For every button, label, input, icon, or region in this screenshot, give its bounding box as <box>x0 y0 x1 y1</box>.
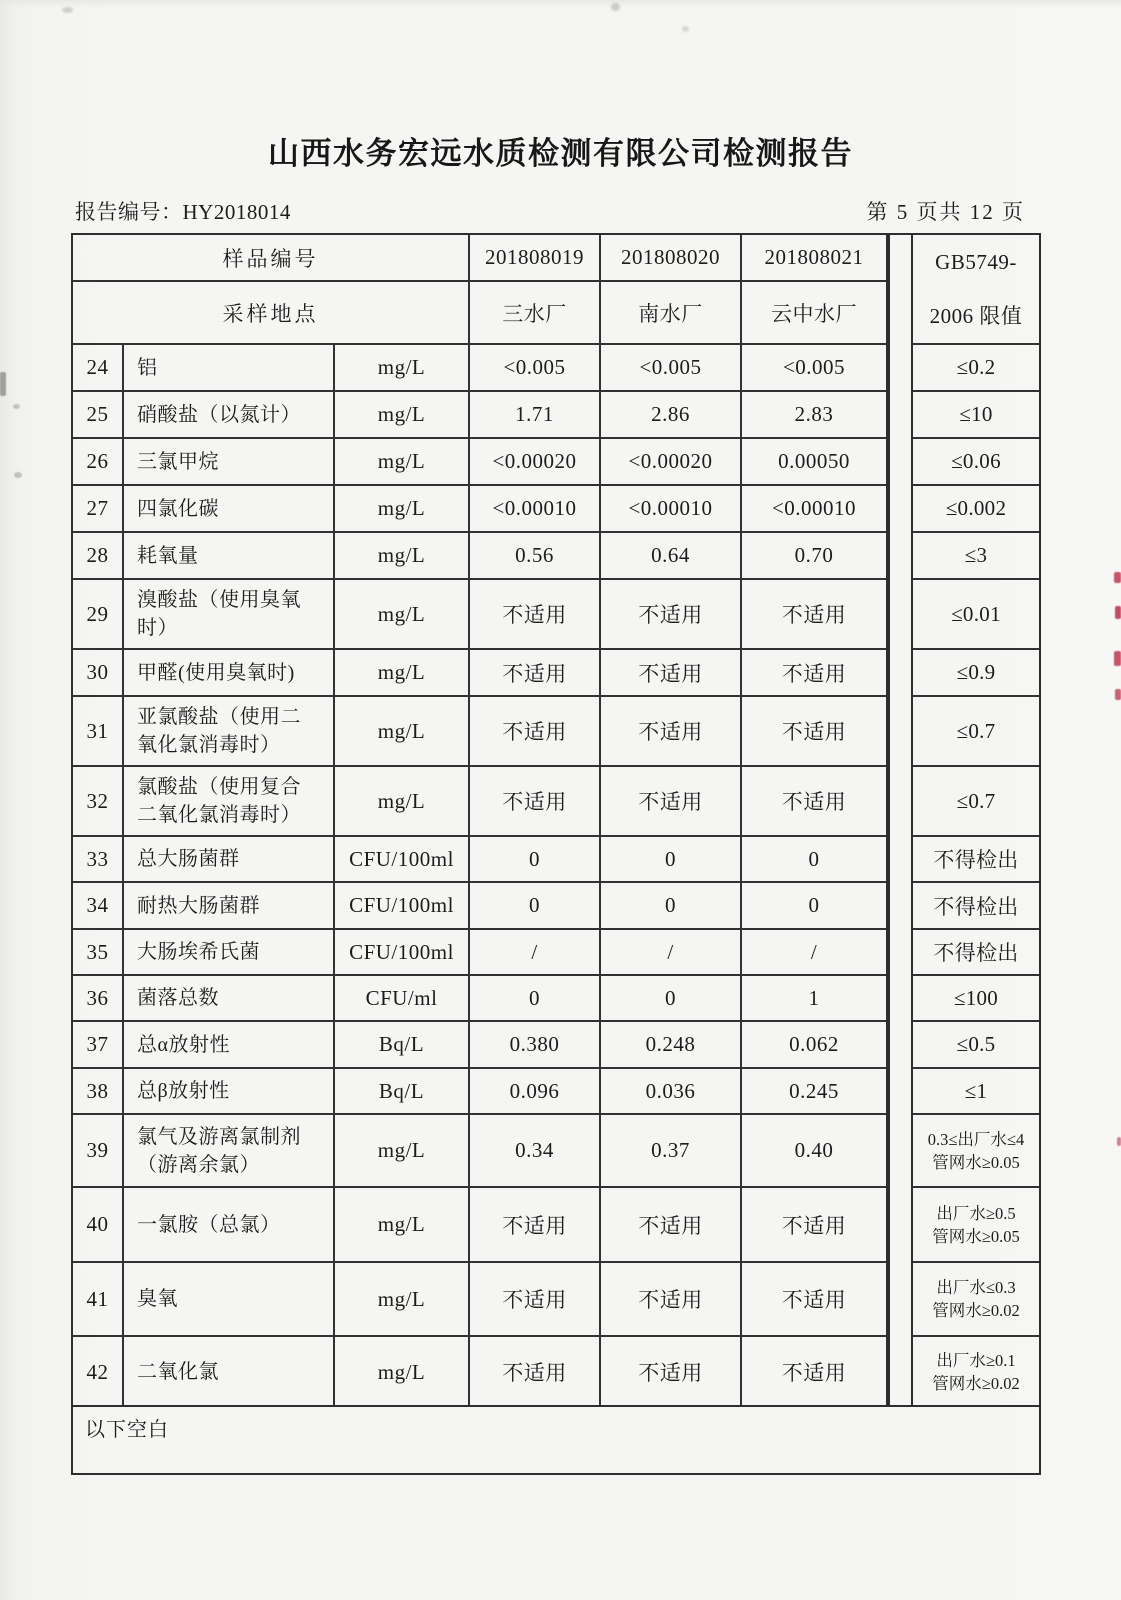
unit-cell: mg/L <box>335 1115 470 1186</box>
value-cell: 不适用 <box>781 603 847 627</box>
value-cell: 不适用 <box>601 697 742 765</box>
row-number-cell: 26 <box>73 439 124 484</box>
limit-line: 0.3≤出厂水≤4 <box>927 1129 1025 1149</box>
value-cell: <0.00010 <box>470 486 601 531</box>
value-cell: 1 <box>808 985 820 1010</box>
value-cell: 不适用 <box>470 1337 601 1407</box>
limit-cell <box>913 580 1039 650</box>
value-cell: 不适用 <box>781 720 847 744</box>
value-cell: 0.00050 <box>778 449 850 473</box>
red-edge-mark <box>1114 572 1121 583</box>
unit-cell: CFU/100ml <box>335 883 470 928</box>
value-cell: 不适用 <box>781 790 847 814</box>
table-header-row-sample-id <box>73 235 886 282</box>
limit-line: ≤1 <box>964 1078 988 1103</box>
header-location: 三水厂 <box>470 282 601 343</box>
limit-line: ≤0.7 <box>956 788 996 813</box>
limit-cell <box>913 930 1039 976</box>
item-name-cell: 铝 <box>124 345 335 390</box>
value-cell: <0.005 <box>782 355 846 379</box>
value-cell: 0.64 <box>601 533 742 578</box>
scan-speck <box>682 26 689 32</box>
header-sample-id: 201808019 <box>470 235 601 280</box>
unit-cell: Bq/L <box>335 1022 470 1067</box>
value-cell: 0 <box>470 883 601 928</box>
meta-line <box>75 196 1025 224</box>
report-number: 报告编号：HY2018014 <box>75 200 291 224</box>
value-cell: 0 <box>601 883 742 928</box>
row-number-cell: 39 <box>73 1115 124 1186</box>
value-cell: 0.248 <box>601 1022 742 1067</box>
unit-cell: mg/L <box>335 1263 470 1335</box>
limit-line: 不得检出 <box>933 848 1019 872</box>
value-cell: <0.00020 <box>470 439 601 484</box>
value-cell: 0 <box>808 893 820 917</box>
limit-line: 出厂水≥0.1 <box>936 1351 1016 1370</box>
limit-cell <box>913 1337 1039 1407</box>
unit-cell: mg/L <box>335 767 470 835</box>
value-cell: 不适用 <box>601 650 742 695</box>
unit-cell: mg/L <box>335 345 470 390</box>
scan-speck <box>0 372 6 396</box>
scan-speck <box>62 7 73 13</box>
limit-line: ≤0.01 <box>951 601 1001 626</box>
limit-column <box>913 233 1041 1407</box>
limit-line: ≤10 <box>959 402 993 426</box>
limit-cell <box>913 1188 1039 1263</box>
value-cell: 不适用 <box>470 697 601 765</box>
item-name-cell: 耗氧量 <box>124 533 335 578</box>
limit-line: ≤0.2 <box>956 355 996 379</box>
unit-cell: mg/L <box>335 486 470 531</box>
row-number-cell: 28 <box>73 533 124 578</box>
limit-cell <box>913 1022 1039 1069</box>
limit-cell <box>913 1115 1039 1188</box>
page-title: 山西水务宏远水质检测有限公司检测报告 <box>268 136 853 171</box>
table-row <box>73 580 886 650</box>
table-row <box>73 930 886 976</box>
main-table <box>71 233 888 1407</box>
table-row <box>73 1115 886 1188</box>
value-cell: 0 <box>470 837 601 881</box>
item-name-cell: 氯酸盐（使用复合二氧化氯消毒时） <box>124 767 335 835</box>
unit-cell: mg/L <box>335 580 470 648</box>
item-name-cell: 耐热大肠菌群 <box>124 883 335 928</box>
header-location: 云中水厂 <box>771 301 857 326</box>
table-row <box>73 767 886 837</box>
unit-cell: CFU/ml <box>335 976 470 1020</box>
table-footer-row <box>71 1405 1041 1475</box>
limit-cell <box>913 837 1039 883</box>
header-sample-id: 201808020 <box>601 235 742 280</box>
value-cell: <0.005 <box>601 345 742 390</box>
row-number-cell: 30 <box>73 650 124 695</box>
results-table <box>71 233 1041 1477</box>
item-name-cell: 总α放射性 <box>124 1022 335 1067</box>
limit-line: ≤0.06 <box>951 449 1001 473</box>
limit-line: 不得检出 <box>933 894 1019 919</box>
limit-header-line1: GB5749- <box>935 250 1017 274</box>
table-row <box>73 976 886 1022</box>
value-cell: 不适用 <box>470 580 601 648</box>
unit-cell: mg/L <box>335 697 470 765</box>
row-number-cell: 41 <box>73 1263 124 1335</box>
table-gap-column <box>888 233 913 1407</box>
table-header-row-location <box>73 282 886 345</box>
table-row <box>73 837 886 883</box>
value-cell: 2.83 <box>794 402 834 426</box>
row-number-cell: 34 <box>73 883 124 928</box>
item-name-cell: 氯气及游离氯制剂（游离余氯） <box>124 1115 335 1186</box>
table-row <box>73 697 886 767</box>
limit-cell <box>913 1263 1039 1337</box>
header-sample-id: 201808021 <box>764 245 864 269</box>
value-cell: 0 <box>470 976 601 1020</box>
item-name-cell: 大肠埃希氏菌 <box>124 930 335 974</box>
limit-cell <box>913 976 1039 1022</box>
limit-cell <box>913 767 1039 837</box>
item-name-cell: 四氯化碳 <box>124 486 335 531</box>
value-cell: 0.70 <box>794 543 834 567</box>
value-cell: <0.00010 <box>771 496 857 520</box>
red-edge-mark <box>1115 689 1121 700</box>
table-row <box>73 650 886 697</box>
header-location-label: 采样地点 <box>73 282 470 343</box>
limit-line: 不得检出 <box>933 941 1019 965</box>
unit-cell: mg/L <box>335 1188 470 1261</box>
limit-cell <box>913 650 1039 697</box>
limit-line: 管网水≥0.05 <box>932 1226 1020 1246</box>
limit-line: ≤0.002 <box>945 496 1007 520</box>
value-cell: 不适用 <box>601 1263 742 1335</box>
table-row <box>73 486 886 533</box>
item-name-cell: 一氯胺（总氯） <box>124 1188 335 1261</box>
limit-column-header <box>913 235 1039 345</box>
limit-line: 出厂水≤0.3 <box>936 1278 1016 1297</box>
unit-cell: Bq/L <box>335 1069 470 1113</box>
value-cell: 0 <box>601 837 742 881</box>
table-row <box>73 1022 886 1069</box>
value-cell: 不适用 <box>781 661 847 686</box>
value-cell: 1.71 <box>470 392 601 437</box>
value-cell: 0.245 <box>789 1078 839 1103</box>
limit-cell <box>913 697 1039 767</box>
item-name-cell: 三氯甲烷 <box>124 439 335 484</box>
scan-speck <box>611 3 620 11</box>
row-number-cell: 35 <box>73 930 124 974</box>
row-number-cell: 25 <box>73 392 124 437</box>
limit-cell <box>913 1069 1039 1115</box>
limit-cell <box>913 486 1039 533</box>
value-cell: 不适用 <box>601 580 742 648</box>
table-row <box>73 345 886 392</box>
header-location: 南水厂 <box>601 282 742 343</box>
value-cell: 0 <box>808 846 820 871</box>
value-cell: 0 <box>601 976 742 1020</box>
limit-line: 出厂水≥0.5 <box>936 1203 1016 1223</box>
row-number-cell: 33 <box>73 837 124 881</box>
table-row <box>73 439 886 486</box>
row-number-cell: 36 <box>73 976 124 1020</box>
header-sample-id-label: 样品编号 <box>73 235 470 280</box>
item-name-cell: 总大肠菌群 <box>124 837 335 881</box>
red-edge-mark <box>1115 606 1121 619</box>
limit-line: ≤0.7 <box>956 718 996 743</box>
value-cell: 不适用 <box>470 650 601 695</box>
value-cell: 0.096 <box>470 1069 601 1113</box>
limit-cell <box>913 883 1039 930</box>
unit-cell: CFU/100ml <box>335 930 470 974</box>
table-row <box>73 1263 886 1337</box>
unit-cell: mg/L <box>335 392 470 437</box>
value-cell: 不适用 <box>781 1288 847 1312</box>
item-name-cell: 菌落总数 <box>124 976 335 1020</box>
value-cell: / <box>470 930 601 974</box>
limit-line: 管网水≥0.02 <box>932 1374 1020 1393</box>
row-number-cell: 42 <box>73 1337 124 1407</box>
value-cell: 0.34 <box>470 1115 601 1186</box>
value-cell: 不适用 <box>781 1361 847 1385</box>
value-cell: 不适用 <box>601 1337 742 1407</box>
limit-cell <box>913 392 1039 439</box>
value-cell: 不适用 <box>470 1188 601 1261</box>
limit-line: 管网水≥0.02 <box>932 1301 1020 1320</box>
unit-cell: mg/L <box>335 439 470 484</box>
unit-cell: mg/L <box>335 650 470 695</box>
item-name-cell: 臭氧 <box>124 1263 335 1335</box>
table-row <box>73 883 886 930</box>
value-cell: 0.40 <box>794 1138 834 1162</box>
value-cell: 0.56 <box>470 533 601 578</box>
scan-speck <box>14 472 22 478</box>
value-cell: 0.380 <box>470 1022 601 1067</box>
value-cell: <0.00010 <box>601 486 742 531</box>
item-name-cell: 甲醛(使用臭氧时) <box>124 650 335 695</box>
scan-speck <box>13 404 20 409</box>
limit-line: ≤0.9 <box>956 660 996 684</box>
limit-line: ≤3 <box>964 543 988 567</box>
limit-line: ≤100 <box>953 985 999 1010</box>
red-edge-mark <box>1114 651 1121 666</box>
table-row <box>73 533 886 580</box>
row-number-cell: 37 <box>73 1022 124 1067</box>
item-name-cell: 硝酸盐（以氮计） <box>124 392 335 437</box>
page-indicator: 第 5 页共 12 页 <box>866 200 1025 224</box>
row-number-cell: 32 <box>73 767 124 835</box>
table-row <box>73 1337 886 1407</box>
limit-line: 管网水≥0.05 <box>932 1152 1020 1172</box>
limit-header-line2: 2006 限值 <box>929 304 1023 328</box>
row-number-cell: 31 <box>73 697 124 765</box>
value-cell: 不适用 <box>781 1213 847 1238</box>
value-cell: 2.86 <box>601 392 742 437</box>
limit-cell <box>913 439 1039 486</box>
value-cell: 0.37 <box>601 1115 742 1186</box>
value-cell: 不适用 <box>470 767 601 835</box>
value-cell: 不适用 <box>601 1188 742 1261</box>
row-number-cell: 38 <box>73 1069 124 1113</box>
limit-line: ≤0.5 <box>956 1032 996 1056</box>
row-number-cell: 27 <box>73 486 124 531</box>
value-cell: 0.036 <box>601 1069 742 1113</box>
item-name-cell: 总β放射性 <box>124 1069 335 1113</box>
item-name-cell: 溴酸盐（使用臭氧时） <box>124 580 335 648</box>
row-number-cell: 29 <box>73 580 124 648</box>
table-row <box>73 1188 886 1263</box>
limit-cell <box>913 345 1039 392</box>
value-cell: / <box>601 930 742 974</box>
row-number-cell: 40 <box>73 1188 124 1261</box>
value-cell: <0.005 <box>470 345 601 390</box>
unit-cell: mg/L <box>335 1337 470 1407</box>
value-cell: 不适用 <box>601 767 742 835</box>
unit-cell: mg/L <box>335 533 470 578</box>
item-name-cell: 二氧化氯 <box>124 1337 335 1407</box>
value-cell: <0.00020 <box>601 439 742 484</box>
value-cell: / <box>810 939 818 964</box>
row-number-cell: 24 <box>73 345 124 390</box>
unit-cell: CFU/100ml <box>335 837 470 881</box>
value-cell: 0.062 <box>789 1032 839 1056</box>
value-cell: 不适用 <box>470 1263 601 1335</box>
table-row <box>73 392 886 439</box>
red-edge-mark <box>1117 1137 1121 1146</box>
item-name-cell: 亚氯酸盐（使用二氧化氯消毒时） <box>124 697 335 765</box>
table-footer-note: 以下空白 <box>85 1419 169 1441</box>
limit-cell <box>913 533 1039 580</box>
table-row <box>73 1069 886 1115</box>
